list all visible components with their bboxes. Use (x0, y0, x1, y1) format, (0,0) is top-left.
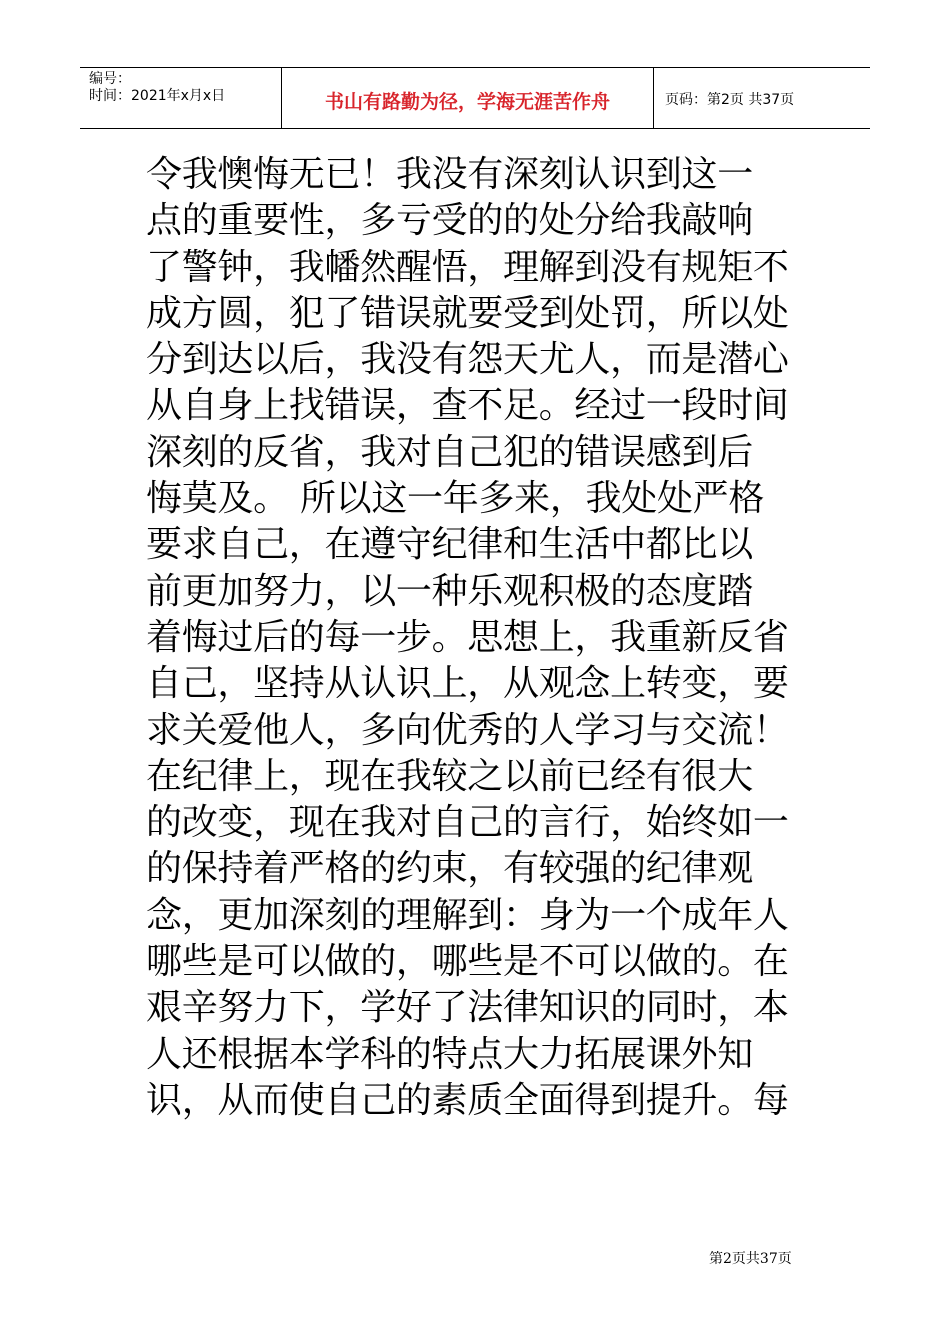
body-line: 要求自己，在遵守纪律和生活中都比以 (146, 524, 753, 566)
body-line: 前更加努力，以一种乐观积极的态度踏 (146, 570, 753, 612)
body-line: 点的重要性，多亏受的的处分给我敲响 (146, 200, 753, 242)
header-motto (282, 68, 654, 128)
page-code-text: 页码：第2页 共37页 (665, 92, 795, 108)
body-line: 人还根据本学科的特点大力拓展课外知 (146, 1033, 753, 1075)
body-line: 自己，坚持从认识上，从观念上转变，要 (146, 663, 789, 705)
body-line: 的改变，现在我对自己的言行，始终如一 (146, 802, 789, 844)
motto-text: 书山有路勤为径，学海无涯苦作舟 (324, 90, 610, 113)
body-line: 分到达以后，我没有怨天尤人，而是潜心 (146, 339, 789, 381)
header-page-code (654, 68, 870, 128)
body-line: 了警钟，我幡然醒悟，理解到没有规矩不 (146, 246, 789, 288)
body-line: 令我懊悔无已！我没有深刻认识到这一 (146, 154, 753, 195)
page-header (80, 67, 870, 129)
body-line: 哪些是可以做的，哪些是不可以做的。在 (146, 941, 789, 983)
header-meta (80, 68, 282, 128)
page-footer (709, 1248, 792, 1268)
number-label: 编号： (89, 71, 131, 87)
body-line: 悔莫及。 所以这一年多来，我处处严格 (146, 478, 765, 520)
body-line: 成方圆，犯了错误就要受到处罚，所以处 (146, 292, 789, 334)
body-line: 的保持着严格的约束，有较强的纪律观 (146, 848, 753, 890)
body-line: 深刻的反省，我对自己犯的错误感到后 (146, 431, 753, 473)
footer-page-label: 第2页共37页 (709, 1251, 792, 1267)
body-line: 着悔过后的每一步。思想上，我重新反省 (146, 616, 789, 658)
time-label: 时间：2021年x月x日 (89, 88, 226, 104)
body-line: 在纪律上，现在我较之以前已经有很大 (146, 755, 753, 797)
body-line: 识，从而使自己的素质全面得到提升。每 (146, 1079, 789, 1121)
body-line: 从自身上找错误，查不足。经过一段时间 (146, 385, 789, 427)
document-body (146, 152, 826, 1124)
body-line: 艰辛努力下，学好了法律知识的同时，本 (146, 987, 789, 1029)
body-line: 念，更加深刻的理解到：身为一个成年人 (146, 894, 789, 936)
body-line: 求关爱他人，多向优秀的人学习与交流！ (146, 709, 789, 751)
